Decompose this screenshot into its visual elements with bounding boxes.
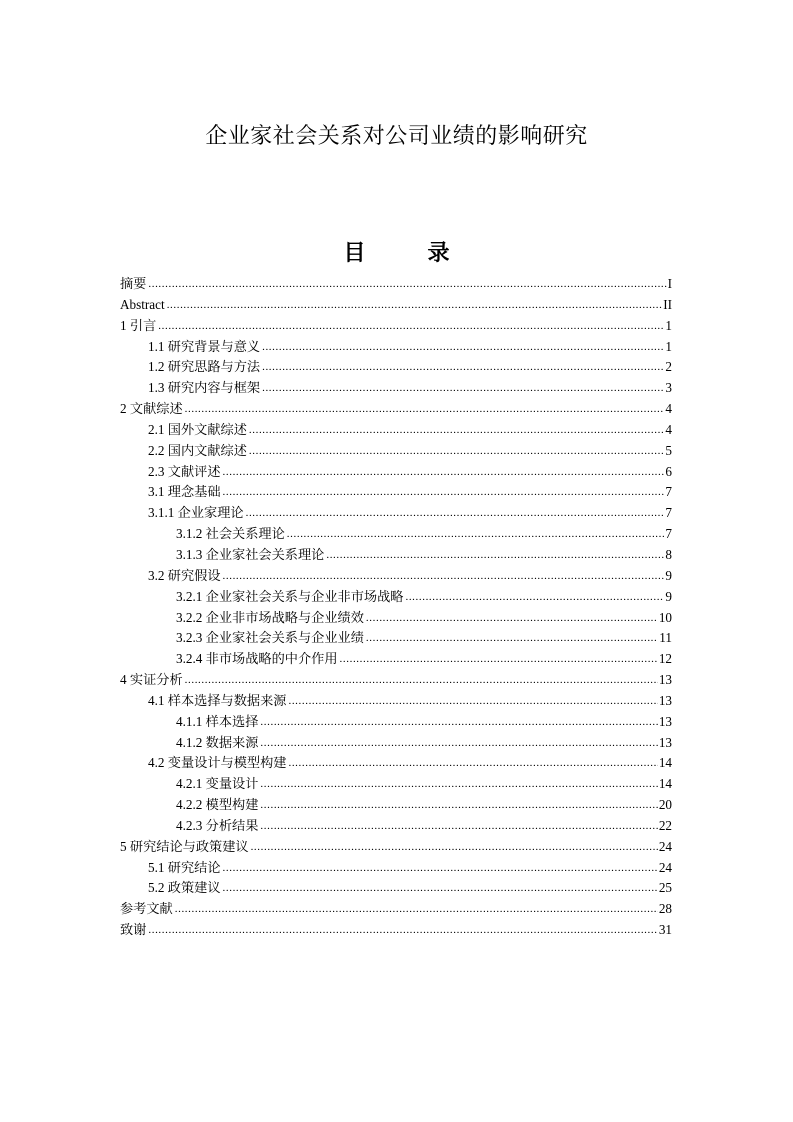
toc-entry-page-number: 14	[658, 755, 672, 771]
toc-dot-leader	[148, 273, 666, 295]
toc-dot-leader	[262, 377, 664, 399]
toc-dot-leader	[246, 502, 665, 524]
toc-entry[interactable]	[120, 858, 672, 879]
toc-entry-label: 5.1 研究结论	[148, 859, 221, 875]
toc-entry-label: 4 实证分析	[120, 672, 183, 688]
toc-entry[interactable]	[120, 462, 672, 483]
toc-entry[interactable]	[120, 795, 672, 816]
toc-entry-page-number: 24	[658, 859, 672, 875]
toc-entry-label: 4.1.2 数据来源	[176, 734, 259, 750]
toc-entry-page-number: 6	[665, 463, 672, 479]
toc-entry[interactable]	[120, 733, 672, 754]
toc-entry-label: 1.2 研究思路与方法	[148, 359, 261, 375]
toc-entry[interactable]	[120, 816, 672, 837]
toc-entry-page-number: 2	[665, 359, 672, 375]
toc-entry-label: 2.3 文献评述	[148, 463, 221, 479]
toc-dot-leader	[158, 315, 664, 337]
toc-entry-page-number: 8	[665, 546, 672, 562]
toc-entry-page-number: 25	[658, 880, 672, 896]
toc-dot-leader	[223, 565, 665, 587]
toc-entry-page-number: 7	[665, 484, 672, 500]
toc-entry[interactable]	[120, 691, 672, 712]
toc-entry[interactable]	[120, 503, 672, 524]
toc-entry-label: 参考文献	[120, 901, 173, 917]
toc-dot-leader	[260, 794, 657, 816]
toc-entry-label: 摘要	[120, 276, 147, 291]
toc-entry-page-number: 1	[665, 317, 672, 333]
toc-entry-page-number: 13	[658, 734, 672, 750]
toc-dot-leader	[366, 607, 658, 629]
toc-entry-page-number: 13	[658, 692, 672, 708]
toc-entry[interactable]	[120, 316, 672, 337]
toc-entry-page-number: 12	[658, 651, 672, 667]
toc-dot-leader	[175, 898, 658, 920]
toc-dot-leader	[366, 627, 658, 649]
toc-entry[interactable]	[120, 753, 672, 774]
toc-entry[interactable]	[120, 482, 672, 503]
toc-entry[interactable]	[120, 899, 672, 920]
toc-dot-leader	[223, 481, 665, 503]
toc-entry[interactable]	[120, 420, 672, 441]
toc-dot-leader	[288, 752, 657, 774]
toc-dot-leader	[288, 690, 657, 712]
toc-entry-label: 4.2 变量设计与模型构建	[148, 755, 287, 771]
toc-dot-leader	[326, 544, 664, 566]
toc-entry-page-number: 4	[665, 401, 672, 417]
toc-entry[interactable]	[120, 566, 672, 587]
toc-entry-label: 致谢	[120, 922, 147, 938]
toc-entry-page-number: 13	[658, 713, 672, 729]
toc-entry-label: 1.3 研究内容与框架	[148, 380, 261, 396]
toc-dot-leader	[262, 356, 664, 378]
toc-dot-leader	[251, 836, 658, 858]
toc-entry-label: 3.2 研究假设	[148, 567, 221, 583]
toc-dot-leader	[405, 586, 664, 608]
toc-dot-leader	[260, 815, 657, 837]
toc-entry-label: 3.2.1 企业家社会关系与企业非市场战略	[176, 588, 404, 604]
toc-entry-page-number: 7	[665, 526, 672, 542]
table-of-contents	[120, 274, 672, 941]
toc-entry-page-number: 9	[665, 588, 672, 604]
toc-entry[interactable]	[120, 274, 672, 295]
toc-entry-page-number: 3	[665, 380, 672, 396]
toc-entry-page-number: I	[667, 276, 672, 291]
toc-dot-leader	[260, 732, 657, 754]
toc-dot-leader	[148, 919, 657, 941]
toc-entry-label: 3.1.1 企业家理论	[148, 505, 244, 521]
toc-entry-page-number: 7	[665, 505, 672, 521]
toc-entry-label: 3.1 理念基础	[148, 484, 221, 500]
toc-entry[interactable]	[120, 378, 672, 399]
toc-entry-page-number: 4	[665, 421, 672, 437]
toc-entry-page-number: 24	[658, 838, 672, 854]
toc-entry[interactable]	[120, 670, 672, 691]
toc-entry-label: 3.2.2 企业非市场战略与企业绩效	[176, 609, 364, 625]
toc-dot-leader	[249, 440, 665, 462]
toc-entry-label: 5 研究结论与政策建议	[120, 838, 249, 854]
toc-entry-label: 4.1.1 样本选择	[176, 713, 259, 729]
toc-entry-page-number: 9	[665, 567, 672, 583]
toc-entry-page-number: 20	[658, 797, 672, 813]
toc-entry-page-number: 14	[658, 776, 672, 792]
toc-entry-label: 3.1.3 企业家社会关系理论	[176, 546, 325, 562]
toc-entry-label: 3.2.3 企业家社会关系与企业业绩	[176, 630, 364, 646]
toc-entry-label: 1 引言	[120, 317, 157, 333]
toc-entry-label: 2.1 国外文献综述	[148, 421, 247, 437]
toc-entry[interactable]	[120, 878, 672, 899]
toc-entry-label: Abstract	[120, 296, 165, 312]
toc-entry-page-number: 10	[658, 609, 672, 625]
toc-dot-leader	[223, 461, 665, 483]
toc-entry[interactable]	[120, 920, 672, 941]
toc-entry-label: 2 文献综述	[120, 401, 183, 417]
toc-entry[interactable]	[120, 545, 672, 566]
toc-dot-leader	[223, 857, 658, 879]
toc-entry-label: 3.2.4 非市场战略的中介作用	[176, 651, 338, 667]
toc-dot-leader	[260, 711, 657, 733]
toc-dot-leader	[262, 336, 664, 358]
toc-entry[interactable]	[120, 295, 672, 316]
toc-entry-page-number: 31	[658, 922, 672, 938]
toc-dot-leader	[249, 419, 665, 441]
toc-entry-label: 5.2 政策建议	[148, 880, 221, 896]
toc-entry-label: 4.2.1 变量设计	[176, 776, 259, 792]
toc-entry[interactable]	[120, 628, 672, 649]
toc-entry[interactable]	[120, 587, 672, 608]
toc-entry[interactable]	[120, 337, 672, 358]
toc-dot-leader	[287, 523, 665, 545]
toc-heading: 目 录	[343, 241, 470, 266]
toc-entry-label: 4.2.3 分析结果	[176, 817, 259, 833]
toc-entry-page-number: II	[663, 296, 672, 312]
toc-entry[interactable]	[120, 649, 672, 670]
toc-entry-page-number: 1	[665, 338, 672, 354]
toc-entry-label: 4.1 样本选择与数据来源	[148, 692, 287, 708]
toc-entry-label: 4.2.2 模型构建	[176, 797, 259, 813]
toc-dot-leader	[185, 669, 658, 691]
toc-entry-label: 2.2 国内文献综述	[148, 442, 247, 458]
toc-entry[interactable]	[120, 712, 672, 733]
toc-entry[interactable]	[120, 608, 672, 629]
toc-entry-page-number: 5	[665, 442, 672, 458]
toc-entry-page-number: 11	[659, 630, 672, 646]
toc-entry[interactable]	[120, 399, 672, 420]
toc-dot-leader	[223, 877, 658, 899]
toc-entry-page-number: 13	[658, 672, 672, 688]
toc-dot-leader	[340, 648, 658, 670]
toc-dot-leader	[185, 398, 665, 420]
document-title: 企业家社会关系对公司业绩的影响研究	[205, 124, 588, 149]
toc-entry-page-number: 22	[658, 817, 672, 833]
toc-dot-leader	[167, 294, 663, 316]
toc-entry[interactable]	[120, 774, 672, 795]
toc-entry[interactable]	[120, 524, 672, 545]
toc-entry-label: 1.1 研究背景与意义	[148, 338, 261, 354]
toc-entry-page-number: 28	[658, 901, 672, 917]
toc-entry[interactable]	[120, 357, 672, 378]
toc-entry[interactable]	[120, 837, 672, 858]
toc-entry[interactable]	[120, 441, 672, 462]
toc-entry-label: 3.1.2 社会关系理论	[176, 526, 285, 542]
toc-dot-leader	[260, 773, 657, 795]
